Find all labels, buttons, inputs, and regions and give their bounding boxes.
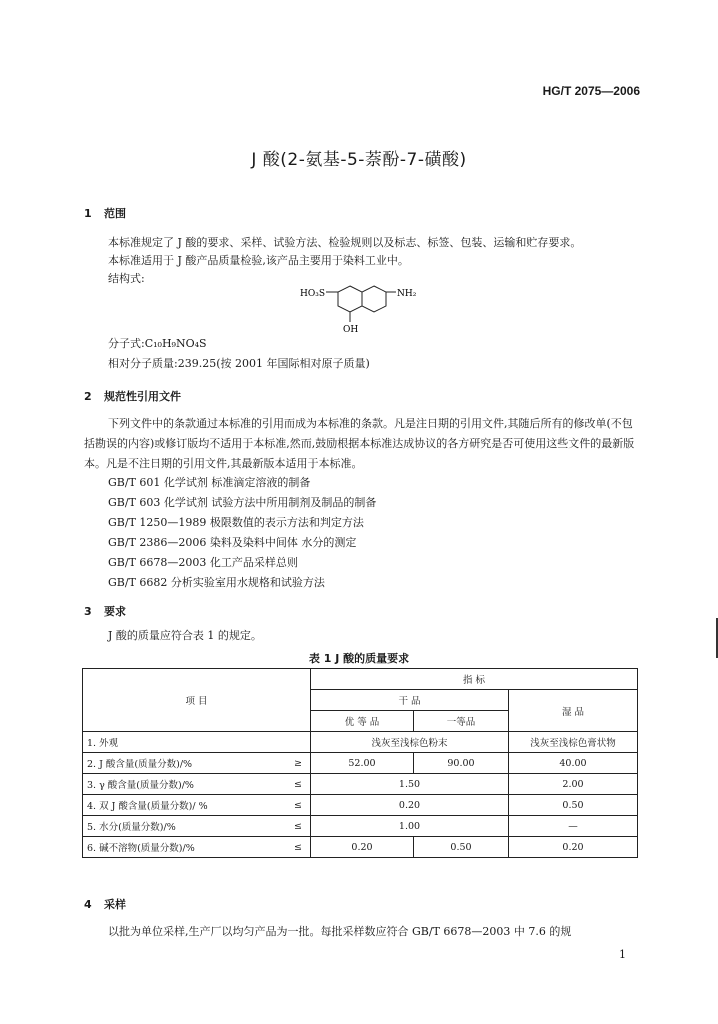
structure-amino-group: NH₂ <box>397 289 417 299</box>
section-1-heading <box>84 205 126 221</box>
table-row <box>83 816 638 837</box>
header-wet-product: 湿 品 <box>509 690 638 732</box>
row-dry-value: 0.20 <box>311 795 509 816</box>
structural-formula <box>300 280 430 338</box>
row-wet-value: 40.00 <box>509 753 638 774</box>
header-item: 项 目 <box>83 669 311 732</box>
naphthalene-ring-right <box>362 286 386 312</box>
row-symbol: ≥ <box>268 753 311 774</box>
row-first-value: 90.00 <box>414 753 509 774</box>
row-name: 4. 双 J 酸含量(质量分数)/ % <box>83 795 269 816</box>
naphthalene-ring-left <box>338 286 362 312</box>
row-first-value: 0.50 <box>414 837 509 858</box>
reference-item: GB/T 1250—1989 极限数值的表示方法和判定方法 <box>108 516 364 529</box>
row-wet-value: 0.20 <box>509 837 638 858</box>
row-name: 3. γ 酸含量(质量分数)/% <box>83 774 269 795</box>
row-name: 1. 外观 <box>83 732 269 753</box>
structure-sulfo-group: HO₃S <box>300 289 326 299</box>
row-symbol: ≤ <box>268 795 311 816</box>
section-number: 1 <box>84 207 92 220</box>
section-2-heading <box>84 388 181 404</box>
row-symbol: ≤ <box>268 774 311 795</box>
table-row <box>83 732 638 753</box>
table-caption: 表 1 J 酸的质量要求 <box>308 652 410 665</box>
requirements-paragraph: J 酸的质量应符合表 1 的规定。 <box>108 629 262 642</box>
section-title: 采样 <box>104 898 126 911</box>
quality-requirements-table <box>82 668 638 858</box>
row-wet-value: — <box>509 816 638 837</box>
row-symbol: ≤ <box>268 816 311 837</box>
reference-item: GB/T 601 化学试剂 标准滴定溶液的制备 <box>108 476 311 489</box>
molecular-formula: 分子式:C₁₀H₉NO₄S <box>108 337 207 350</box>
reference-item: GB/T 6682 分析实验室用水规格和试验方法 <box>108 576 325 589</box>
table-row <box>83 837 638 858</box>
row-wet-value: 浅灰至浅棕色膏状物 <box>509 732 638 753</box>
molecular-mass: 相对分子质量:239.25(按 2001 年国际相对原子质量) <box>108 357 370 370</box>
section-number: 4 <box>84 898 92 911</box>
scope-paragraph-2: 本标准适用于 J 酸产品质量检验,该产品主要用于染料工业中。 <box>108 254 409 267</box>
row-wet-value: 0.50 <box>509 795 638 816</box>
header-indicator: 指 标 <box>311 669 638 690</box>
table-header-row <box>83 669 638 690</box>
row-premium-value: 52.00 <box>311 753 414 774</box>
row-name: 6. 碱不溶物(质量分数)/% <box>83 837 269 858</box>
row-dry-value: 1.50 <box>311 774 509 795</box>
section-number: 2 <box>84 390 92 403</box>
structure-hydroxy-group: OH <box>343 325 359 335</box>
sampling-paragraph: 以批为单位采样,生产厂以均匀产品为一批。每批采样数应符合 GB/T 6678—2003 中 7.6 的规 <box>108 925 572 938</box>
standard-code: HG/T 2075—2006 <box>542 84 640 98</box>
section-4-heading <box>84 896 126 912</box>
table-row <box>83 795 638 816</box>
reference-item: GB/T 2386—2006 染料及染料中间体 水分的测定 <box>108 536 357 549</box>
row-dry-value: 浅灰至浅棕色粉末 <box>311 732 509 753</box>
scope-paragraph-1: 本标准规定了 J 酸的要求、采样、试验方法、检验规则以及标志、标签、包装、运输和贮存要求。 <box>108 236 582 249</box>
row-name: 5. 水分(质量分数)/% <box>83 816 269 837</box>
row-name: 2. J 酸含量(质量分数)/% <box>83 753 269 774</box>
page-number: 1 <box>619 948 626 961</box>
header-premium-grade: 优 等 品 <box>311 711 414 732</box>
document-title: J 酸(2-氨基-5-萘酚-7-磺酸) <box>251 150 467 170</box>
header-dry-product: 干 品 <box>311 690 509 711</box>
row-symbol <box>268 732 311 753</box>
structure-label: 结构式: <box>108 272 145 285</box>
row-wet-value: 2.00 <box>509 774 638 795</box>
table-row <box>83 753 638 774</box>
section-3-heading <box>84 603 126 619</box>
reference-item: GB/T 6678—2003 化工产品采样总则 <box>108 556 298 569</box>
section-title: 规范性引用文件 <box>104 390 181 403</box>
table-row <box>83 774 638 795</box>
row-symbol: ≤ <box>268 837 311 858</box>
reference-item: GB/T 603 化学试剂 试验方法中所用制剂及制品的制备 <box>108 496 377 509</box>
normative-intro-paragraph: 下列文件中的条款通过本标准的引用而成为本标准的条款。凡是注日期的引用文件,其随后所有的修改单(不包括勘误的内容)或修订版均不适用于本标准,然而,鼓励根据本标准达成协议的各方研究是否可使用这些文件的最新版本。凡是不注日期的引用文件,其最新版本适用于本标准。 <box>84 417 635 470</box>
section-title: 要求 <box>104 605 126 618</box>
section-number: 3 <box>84 605 92 618</box>
row-premium-value: 0.20 <box>311 837 414 858</box>
section-title: 范围 <box>104 207 126 220</box>
row-dry-value: 1.00 <box>311 816 509 837</box>
header-first-grade: 一等品 <box>414 711 509 732</box>
